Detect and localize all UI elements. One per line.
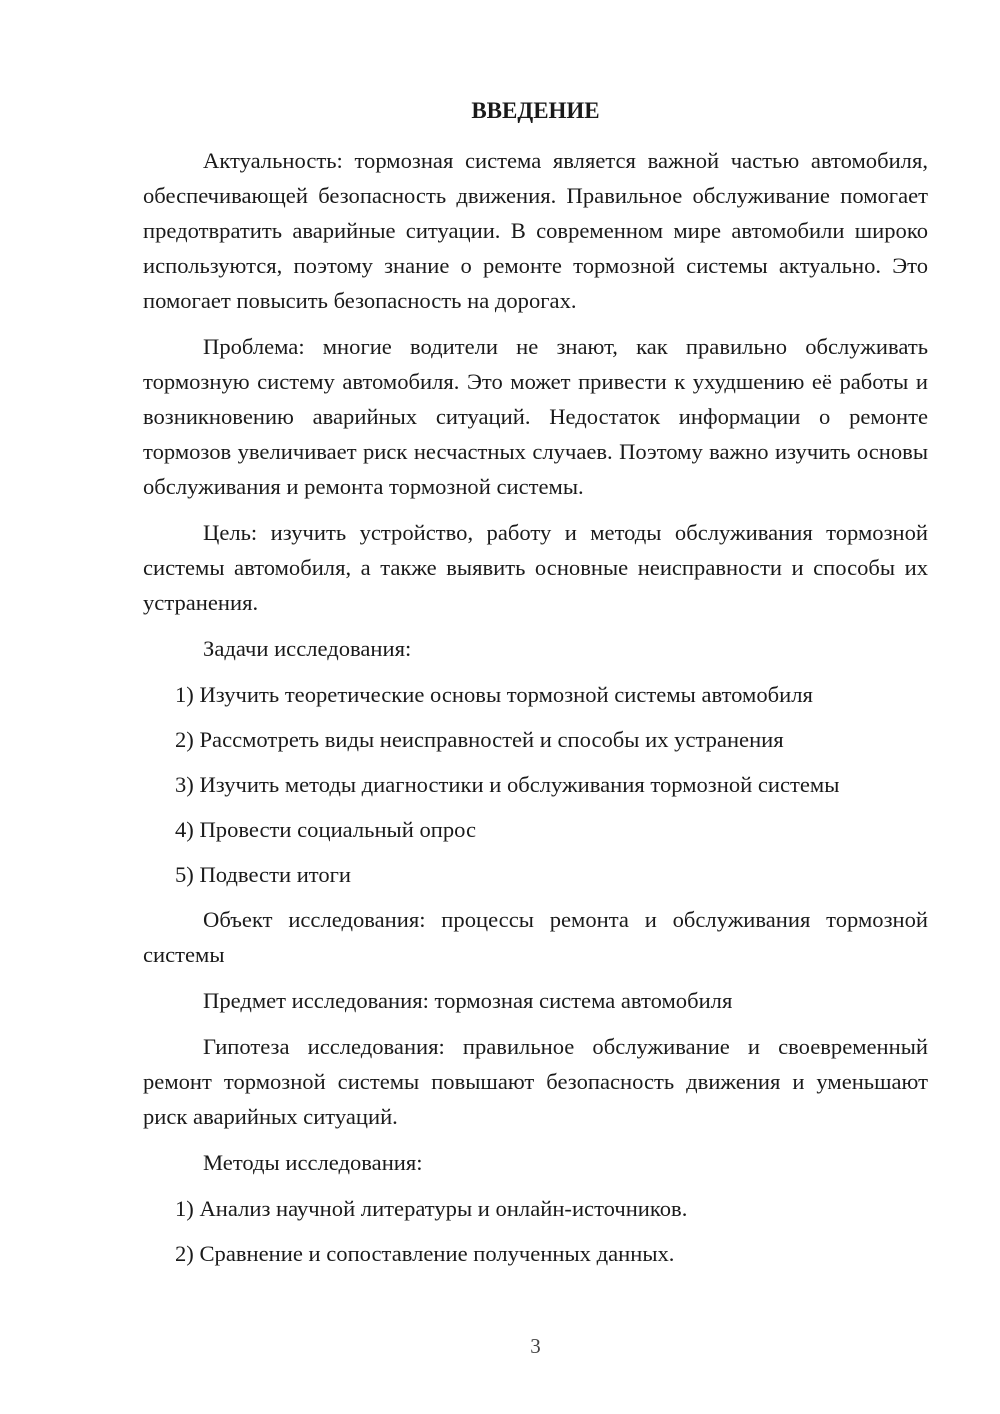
methods-list: [143, 1191, 928, 1271]
document-body: [143, 143, 928, 1281]
paragraph-relevance: Актуальность: тормозная система является важной частью автомобиля, обеспечивающей безопасность движения. Правильное обслуживание помогает предотвратить аварийные ситуации. В современном мире автомобили широко используются, поэтому знание о ремонте тормозной системы актуально. Это помогает повысить безопасность на дорогах.: [143, 148, 928, 313]
section-heading: ВВЕДЕНИЕ: [471, 98, 600, 123]
list-item: 1) Анализ научной литературы и онлайн-источников.: [175, 1196, 688, 1221]
list-item: 4) Провести социальный опрос: [175, 817, 477, 842]
list-item: 2) Рассмотреть виды неисправностей и способы их устранения: [175, 727, 784, 752]
tasks-list: [143, 677, 928, 892]
list-item: 3) Изучить методы диагностики и обслуживания тормозной системы: [175, 772, 840, 797]
tasks-heading: Задачи исследования:: [203, 636, 412, 661]
paragraph-object: Объект исследования: процессы ремонта и обслуживания тормозной системы: [143, 907, 928, 967]
paragraph-subject: Предмет исследования: тормозная система автомобиля: [203, 988, 733, 1013]
paragraph-hypothesis: Гипотеза исследования: правильное обслуживание и своевременный ремонт тормозной системы повышают безопасность движения и уменьшают риск аварийных ситуаций.: [143, 1034, 928, 1129]
page-number: 3: [530, 1334, 541, 1358]
list-item: 5) Подвести итоги: [175, 862, 352, 887]
paragraph-goal: Цель: изучить устройство, работу и методы обслуживания тормозной системы автомобиля, а также выявить основные неисправности и способы их устранения.: [143, 520, 928, 615]
list-item: 1) Изучить теоретические основы тормозной системы автомобиля: [175, 682, 813, 707]
methods-heading: Методы исследования:: [203, 1150, 423, 1175]
paragraph-problem: Проблема: многие водители не знают, как правильно обслуживать тормозную систему автомобиля. Это может привести к ухудшению её работы и возникновению аварийных ситуаций. Недостаток информации о ремонте тормозов увеличивает риск несчастных случаев. Поэтому важно изучить основы обслуживания и ремонта тормозной системы.: [143, 334, 928, 499]
list-item: 2) Сравнение и сопоставление полученных данных.: [175, 1241, 675, 1266]
